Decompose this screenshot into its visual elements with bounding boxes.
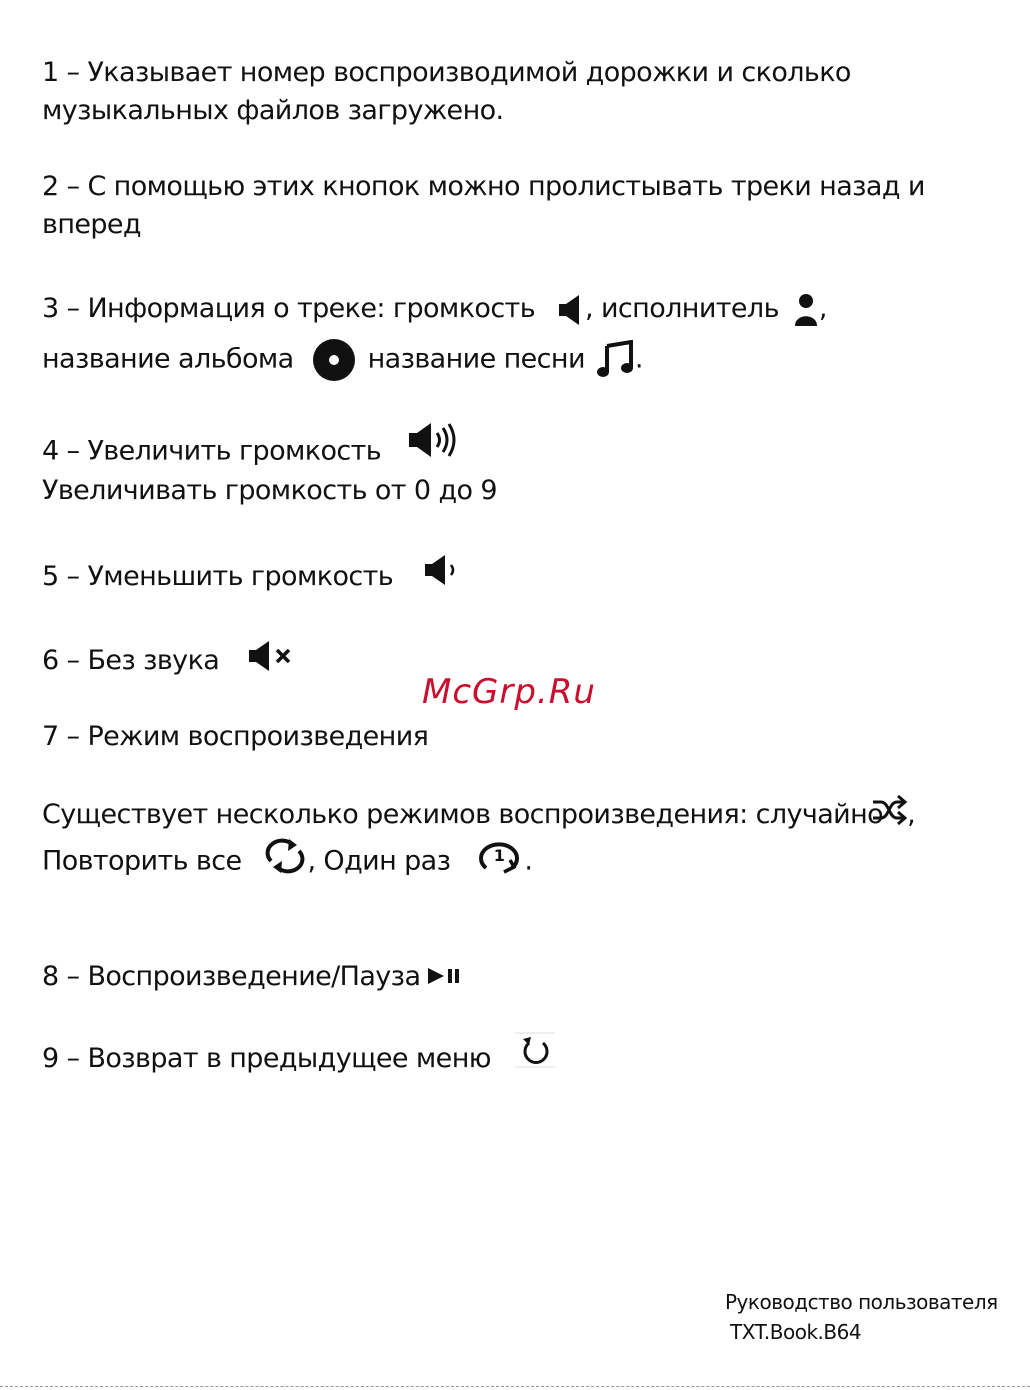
item-7-repeat-one-text: , Один раз bbox=[307, 845, 451, 877]
bottom-divider bbox=[0, 1386, 1030, 1387]
item-9-line-1 bbox=[42, 1040, 557, 1079]
play-pause-icon bbox=[426, 966, 462, 986]
footer-title: Руководство пользователя bbox=[725, 1290, 998, 1314]
item-5-text: 5 – Уменьшить громкость bbox=[42, 561, 394, 592]
item-8-text: 8 – Воспроизведение/Пауза bbox=[42, 961, 421, 992]
back-icon bbox=[513, 1031, 557, 1069]
item-7-modes-line-1 bbox=[42, 796, 915, 834]
music-note-icon bbox=[595, 340, 635, 380]
item-4-line-1 bbox=[42, 432, 459, 472]
item-3-text-album: название альбома bbox=[42, 343, 294, 375]
footer-model: TXT.Book.B64 bbox=[730, 1320, 862, 1344]
item-3-line-2 bbox=[42, 338, 643, 382]
disc-icon bbox=[312, 338, 356, 382]
item-1-line-2: музыкальных файлов загружено. bbox=[42, 95, 504, 126]
item-4-line-2: Увеличивать громкость от 0 до 9 bbox=[42, 475, 498, 506]
item-7-line-1: 7 – Режим воспроизведения bbox=[42, 721, 429, 752]
mute-icon bbox=[247, 639, 295, 673]
shuffle-icon bbox=[871, 794, 907, 826]
volume-down-icon bbox=[423, 553, 463, 587]
item-3-text-artist: , исполнитель bbox=[585, 293, 779, 324]
item-4-text: 4 – Увеличить громкость bbox=[42, 435, 382, 467]
item-3-text-volume: 3 – Информация о треке: громкость bbox=[42, 293, 536, 324]
item-9-text: 9 – Возврат в предыдущее меню bbox=[42, 1043, 491, 1074]
repeat-one-icon bbox=[474, 836, 524, 876]
item-6-line-1 bbox=[42, 642, 295, 680]
item-1-line-1: 1 – Указывает номер воспроизводимой дорожки и сколько bbox=[42, 57, 851, 88]
watermark: McGrp.Ru bbox=[422, 672, 596, 712]
item-7-modes-line-2 bbox=[42, 842, 532, 882]
item-6-text: 6 – Без звука bbox=[42, 645, 220, 676]
item-2-line-2: вперед bbox=[42, 209, 141, 240]
svg-text:1: 1 bbox=[494, 846, 505, 865]
item-5-line-1 bbox=[42, 558, 463, 596]
item-7-modes-text: Существует несколько режимов воспроизведения: случайно bbox=[42, 799, 884, 830]
speaker-icon bbox=[557, 293, 585, 327]
item-3-text-period: . bbox=[634, 343, 643, 375]
item-2-line-1: 2 – С помощью этих кнопок можно пролистывать треки назад и bbox=[42, 171, 925, 202]
item-3-text-comma: , bbox=[818, 293, 827, 324]
item-8-line-1 bbox=[42, 958, 462, 996]
repeat-all-icon bbox=[263, 837, 307, 875]
item-7-period: . bbox=[524, 845, 533, 877]
item-7-repeat-all-text: Повторить все bbox=[42, 845, 242, 877]
item-3-line-1 bbox=[42, 290, 827, 328]
volume-up-icon bbox=[407, 420, 459, 460]
item-7-modes-comma: , bbox=[907, 799, 916, 830]
person-icon bbox=[793, 293, 819, 327]
item-3-text-song: название песни bbox=[367, 343, 585, 375]
